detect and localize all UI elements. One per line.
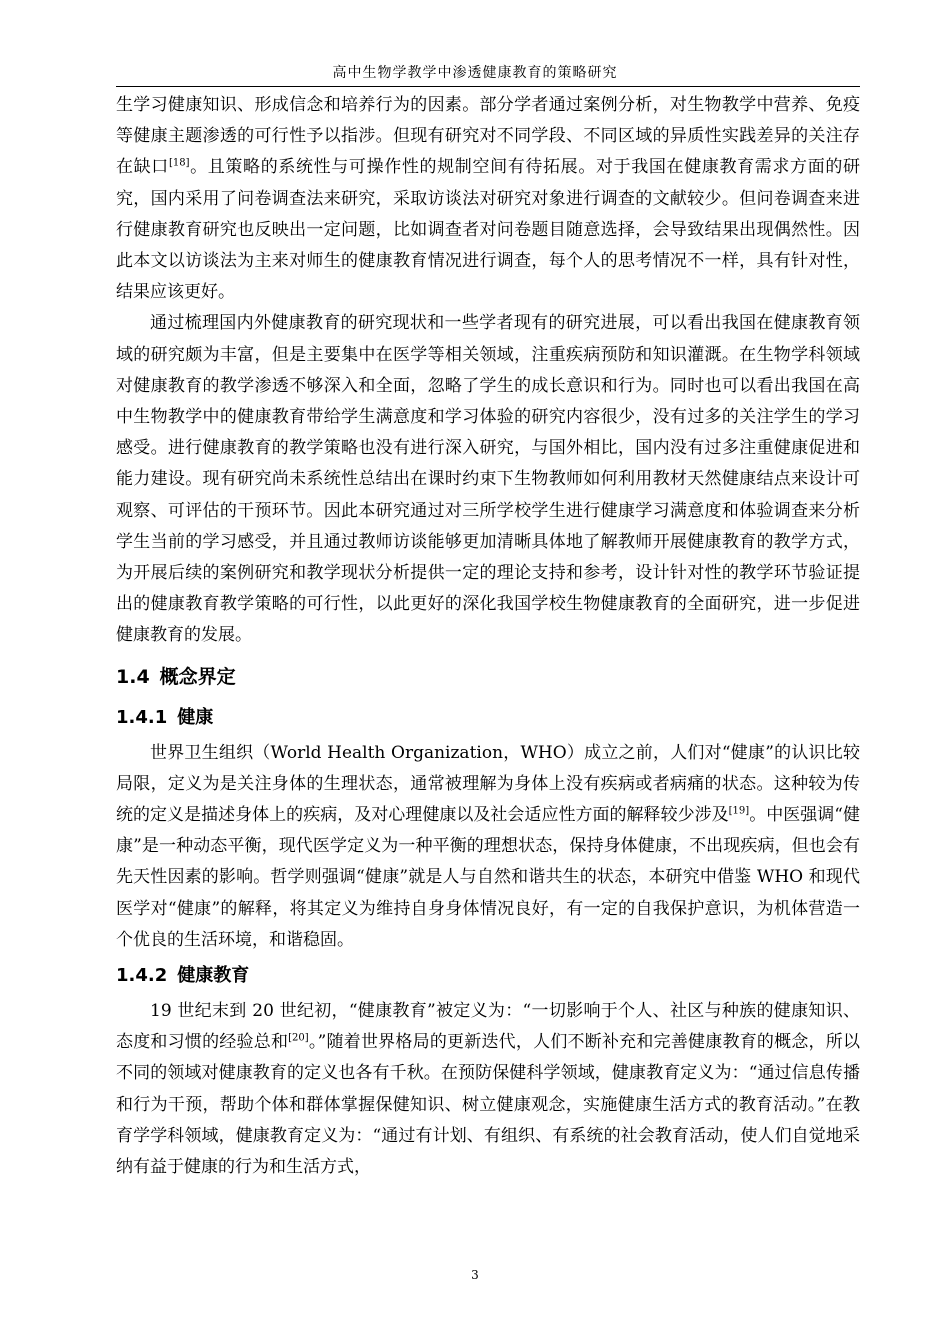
- running-header: 高中生物学教学中渗透健康教育的策略研究: [332, 65, 618, 81]
- section-title: 概念界定: [159, 665, 236, 688]
- section-title: 健康: [177, 706, 214, 728]
- section-number: 1.4.2: [116, 965, 168, 987]
- header-rule: [116, 86, 860, 87]
- paragraph-text: 。”随着世界格局的更新迭代，人们不断补充和完善健康教育的概念，所以不同的领域对健康教育的定义也各有千秋。在预防保健科学领域，健康教育定义为：“通过信息传播和行为干预，帮助个体和群体掌握保健知识、树立健康观念，实施健康生活方式的教育活动。”在教育学学科领域，健康教育定义为：“通过有计划、有组织、有系统的社会教育活动，使人们自觉地采纳有益于健康的行为和生活方式，: [116, 1032, 860, 1178]
- paragraph-health-education-definition: [116, 996, 860, 1183]
- section-heading-1-4-2: [116, 956, 860, 996]
- paragraph-text: 19 世纪末到 20 世纪初，“健康教育”被定义为：“一切影响于个人、社区与种族的健康知识、态度和习惯的经验总和: [116, 1001, 860, 1053]
- paragraph-text: 。中医强调“健康”是一种动态平衡，现代医学定义为一种平衡的理想状态，保持身体健康，不出现疾病，但也会有先天性因素的影响。哲学则强调“健康”就是人与自然和谐共生的状态，本研究中借鉴 WHO 和现代医学对“健康”的解释，将其定义为维持自身身体情况良好，有一定的自我保护意识，为机体营造一个优良的生活环境，和谐稳固。: [116, 805, 860, 950]
- citation-ref: [20]: [288, 1032, 309, 1044]
- page-body: [116, 90, 860, 1183]
- paragraph-continued: [116, 90, 860, 308]
- section-number: 1.4.1: [116, 706, 168, 728]
- section-heading-1-4-1: [116, 698, 860, 738]
- paragraph-research-summary: 通过梳理国内外健康教育的研究现状和一些学者现有的研究进展，可以看出我国在健康教育领域的研究颇为丰富，但是主要集中在医学等相关领域，注重疾病预防和知识灌溉。在生物学科领域对健康教育的教学渗透不够深入和全面，忽略了学生的成长意识和行为。同时也可以看出我国在高中生物教学中的健康教育带给学生满意度和学习体验的研究内容很少，没有过多的关注学生的学习感受。进行健康教育的教学策略也没有进行深入研究，与国外相比，国内没有过多注重健康促进和能力建设。现有研究尚未系统性总结出在课时约束下生物教师如何利用教材天然健康结点来设计可观察、可评估的干预环节。因此本研究通过对三所学校学生进行健康学习满意度和体验调查来分析学生当前的学习感受，并且通过教师访谈能够更加清晰具体地了解教师开展健康教育的教学方式，为开展后续的案例研究和教学现状分析提供一定的理论支持和参考，设计针对性的教学环节验证提出的健康教育教学策略的可行性，以此更好的深化我国学校生物健康教育的全面研究，进一步促进健康教育的发展。: [116, 313, 860, 646]
- paragraph-text: 。且策略的系统性与可操作性的规制空间有待拓展。对于我国在健康教育需求方面的研究，国内采用了问卷调查法来研究，采取访谈法对研究对象进行调查的文献较少。但问卷调查来进行健康教育研究也反映出一定问题，比如调查者对问卷题目随意选择，会导致结果出现偶然性。因此本文以访谈法为主来对师生的健康教育情况进行调查，每个人的思考情况不一样，具有针对性，结果应该更好。: [116, 157, 860, 303]
- paragraph-health-definition: [116, 738, 860, 956]
- section-number: 1.4: [116, 665, 150, 688]
- paragraph-text: 生学习健康知识、形成信念和培养行为的因素。部分学者通过案例分析，对生物教学中营养、免疫等健康主题渗透的可行性予以指涉。但现有研究对不同学段、不同区域的异质性实践差异的关注存在缺口: [116, 95, 860, 178]
- section-title: 健康教育: [177, 965, 250, 987]
- citation-ref: [18]: [168, 157, 190, 169]
- section-heading-1-4: [116, 652, 860, 698]
- citation-ref: [19]: [728, 805, 750, 817]
- paragraph-text: 世界卫生组织（World Health Organization，WHO）成立之前，人们对“健康”的认识比较局限，定义为是关注身体的生理状态，通常被理解为身体上没有疾病或者病痛的状态。这种较为传统的定义是描述身体上的疾病，及对心理健康以及社会适应性方面的解释较少涉及: [116, 742, 860, 826]
- page-number: 3: [471, 1268, 479, 1282]
